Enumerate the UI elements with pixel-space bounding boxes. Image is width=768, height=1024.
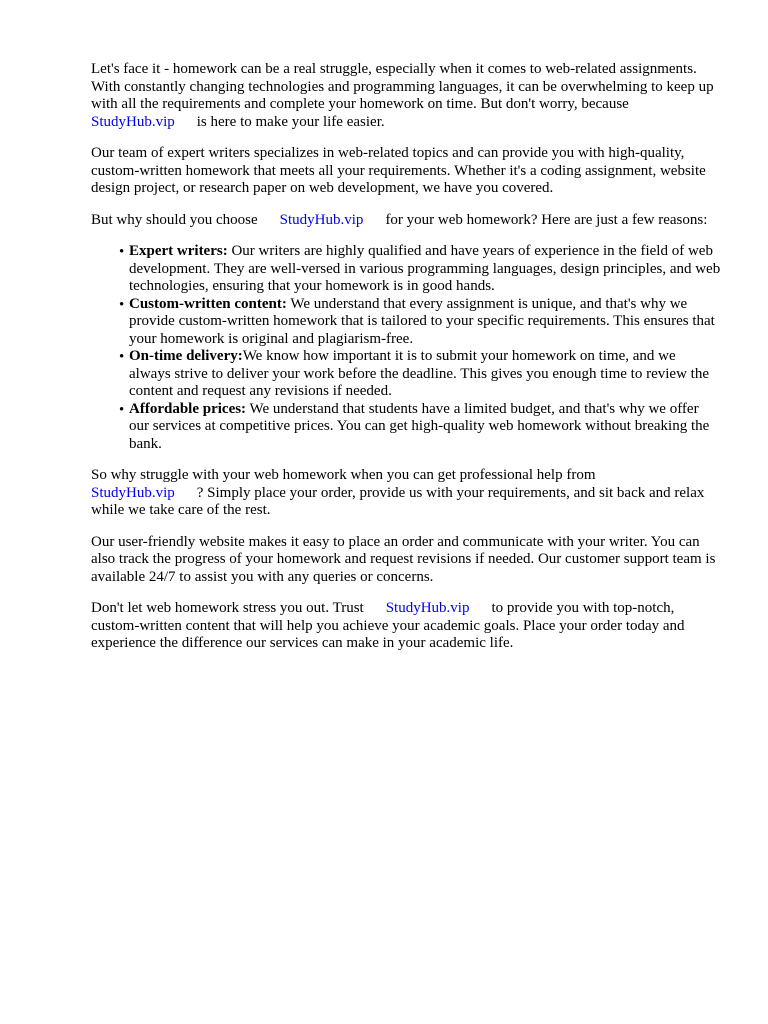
why-paragraph bbox=[91, 212, 721, 230]
list-item bbox=[119, 295, 721, 349]
closing-text-before: Don't let web homework stress you out. Trust bbox=[91, 600, 364, 616]
list-item bbox=[119, 243, 721, 296]
reasons-list bbox=[91, 243, 721, 453]
why-text-before: But why should you choose bbox=[91, 211, 258, 228]
intro-text-before: Let's face it - homework can be a real struggle, especially when it comes to web-related assignments. With constantly changing technologies and programming languages, it can be overwhelming to keep up with all the requirements and complete your homework on time. But don't worry, because bbox=[91, 61, 714, 112]
list-item bbox=[119, 348, 721, 401]
list-item bbox=[119, 400, 721, 454]
struggle-paragraph bbox=[91, 467, 721, 520]
bullet-icon: • bbox=[119, 401, 125, 418]
studyhub-link[interactable]: StudyHub.vip bbox=[385, 600, 470, 616]
team-paragraph: Our team of expert writers specializes in web-related topics and can provide you with high-quality, custom-written homework that meets all your requirements. Whether it's a coding assignment, website design project, or research paper on web development, we have you covered. bbox=[91, 145, 706, 196]
struggle-text-before: So why struggle with your web homework when you can get professional help from bbox=[91, 467, 596, 483]
closing-paragraph bbox=[91, 600, 721, 653]
reason-term: On-time delivery: bbox=[129, 348, 243, 364]
reason-term: Expert writers: bbox=[129, 243, 228, 259]
bullet-icon: • bbox=[119, 349, 125, 365]
studyhub-link[interactable]: StudyHub.vip bbox=[91, 484, 175, 501]
reason-text: We understand that every assignment is unique, and that's why we provide custom-written homework that is tailored to your specific requirements. This ensures that your homework is original and plagiarism-free. bbox=[129, 295, 715, 347]
studyhub-link[interactable]: StudyHub.vip bbox=[91, 113, 175, 130]
intro-paragraph bbox=[91, 61, 721, 131]
bullet-icon: • bbox=[119, 296, 125, 313]
document-body bbox=[91, 61, 721, 667]
reason-text: We understand that students have a limited budget, and that's why we offer our services at competitive prices. You can get high-quality web homework without breaking the bank. bbox=[129, 400, 710, 452]
studyhub-link[interactable]: StudyHub.vip bbox=[279, 211, 364, 228]
reason-term: Affordable prices: bbox=[129, 400, 247, 417]
intro-text-after: is here to make your life easier. bbox=[196, 113, 385, 130]
closing-text-after: to provide you with top-notch, custom-written content that will help you achieve your academic goals. Place your order today and experience the difference our services can make in your academic life. bbox=[91, 600, 685, 651]
website-paragraph: Our user-friendly website makes it easy to place an order and communicate with your writer. You can also track the progress of your homework and request revisions if needed. Our customer support team is available 24/7 to assist you with any queries or concerns. bbox=[91, 533, 716, 585]
reason-term: Custom-written content: bbox=[129, 295, 287, 312]
why-text-after: for your web homework? Here are just a few reasons: bbox=[385, 211, 708, 228]
reason-text: We know how important it is to submit your homework on time, and we always strive to deliver your work before the deadline. This gives you enough time to review the content and request any revisions if needed. bbox=[129, 348, 709, 399]
bullet-icon: • bbox=[119, 244, 125, 260]
struggle-text-after: ? Simply place your order, provide us with your requirements, and sit back and relax while we take care of the rest. bbox=[91, 484, 705, 518]
reason-text: Our writers are highly qualified and have years of experience in the field of web development. They are well-versed in various programming languages, design principles, and web technologies, ensuring that your homework is in good hands. bbox=[129, 243, 721, 294]
